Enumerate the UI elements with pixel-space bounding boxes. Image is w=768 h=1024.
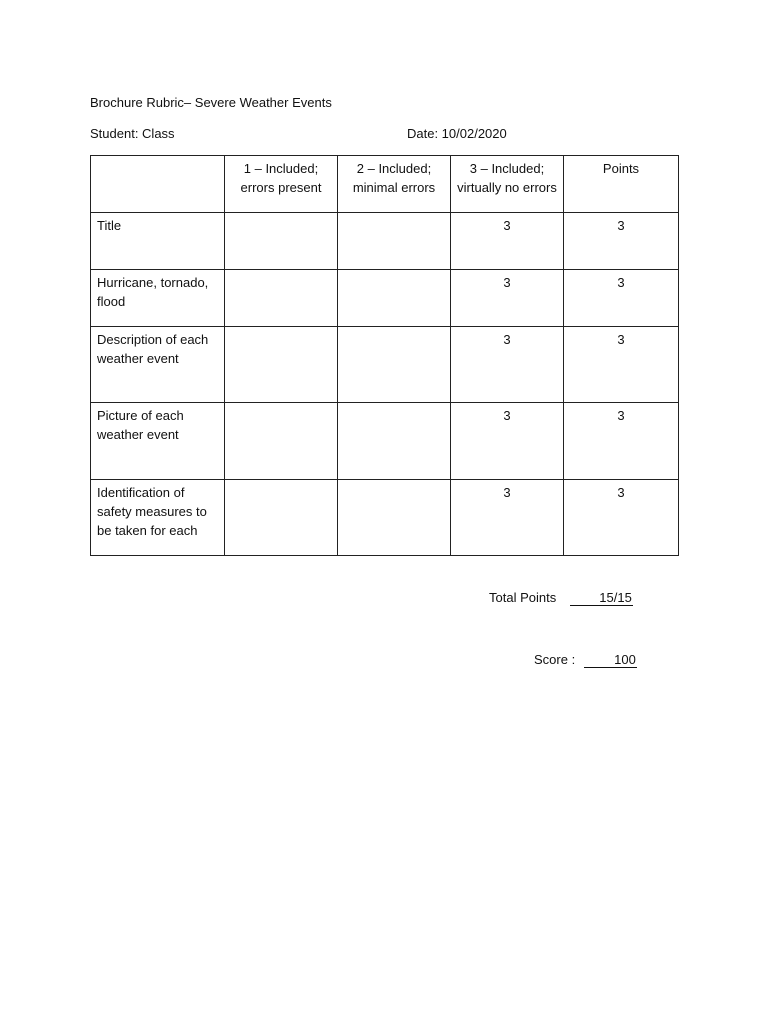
header-level-1: 1 – Included; errors present <box>225 156 338 213</box>
level-3-cell: 3 <box>451 270 564 327</box>
total-points-label: Total Points <box>489 590 557 605</box>
page-title: Brochure Rubric– Severe Weather Events <box>90 95 332 110</box>
points-cell: 3 <box>564 403 679 480</box>
criterion-cell: Identification of safety measures to be taken for each <box>91 480 225 556</box>
level-3-cell: 3 <box>451 480 564 556</box>
header-level-3: 3 – Included; virtually no errors <box>451 156 564 213</box>
level-1-cell <box>225 480 338 556</box>
table-row <box>91 403 679 480</box>
level-1-cell <box>225 327 338 403</box>
level-2-cell <box>338 327 451 403</box>
criterion-cell: Picture of each weather event <box>91 403 225 480</box>
header-level-2: 2 – Included; minimal errors <box>338 156 451 213</box>
level-2-cell <box>338 480 451 556</box>
level-3-cell: 3 <box>451 213 564 270</box>
score-label: Score : <box>534 652 576 667</box>
rubric-table <box>90 155 679 556</box>
table-row <box>91 327 679 403</box>
score-value: 100 <box>584 653 637 668</box>
header-points: Points <box>564 156 679 213</box>
level-2-cell <box>338 213 451 270</box>
header-row <box>91 156 679 213</box>
criterion-cell: Description of each weather event <box>91 327 225 403</box>
level-3-cell: 3 <box>451 327 564 403</box>
level-2-cell <box>338 270 451 327</box>
level-1-cell <box>225 213 338 270</box>
table-row <box>91 480 679 556</box>
student-line: Student: Class <box>90 126 175 141</box>
criterion-cell: Hurricane, tornado, flood <box>91 270 225 327</box>
date-line: Date: 10/02/2020 <box>407 126 507 141</box>
level-3-cell: 3 <box>451 403 564 480</box>
total-points-value: 15/15 <box>570 591 633 606</box>
table-row <box>91 213 679 270</box>
table-row <box>91 270 679 327</box>
criterion-cell: Title <box>91 213 225 270</box>
level-1-cell <box>225 270 338 327</box>
total-points <box>489 590 633 606</box>
points-cell: 3 <box>564 327 679 403</box>
points-cell: 3 <box>564 270 679 327</box>
level-1-cell <box>225 403 338 480</box>
header-criterion <box>91 156 225 213</box>
level-2-cell <box>338 403 451 480</box>
score <box>534 652 637 668</box>
points-cell: 3 <box>564 480 679 556</box>
points-cell: 3 <box>564 213 679 270</box>
